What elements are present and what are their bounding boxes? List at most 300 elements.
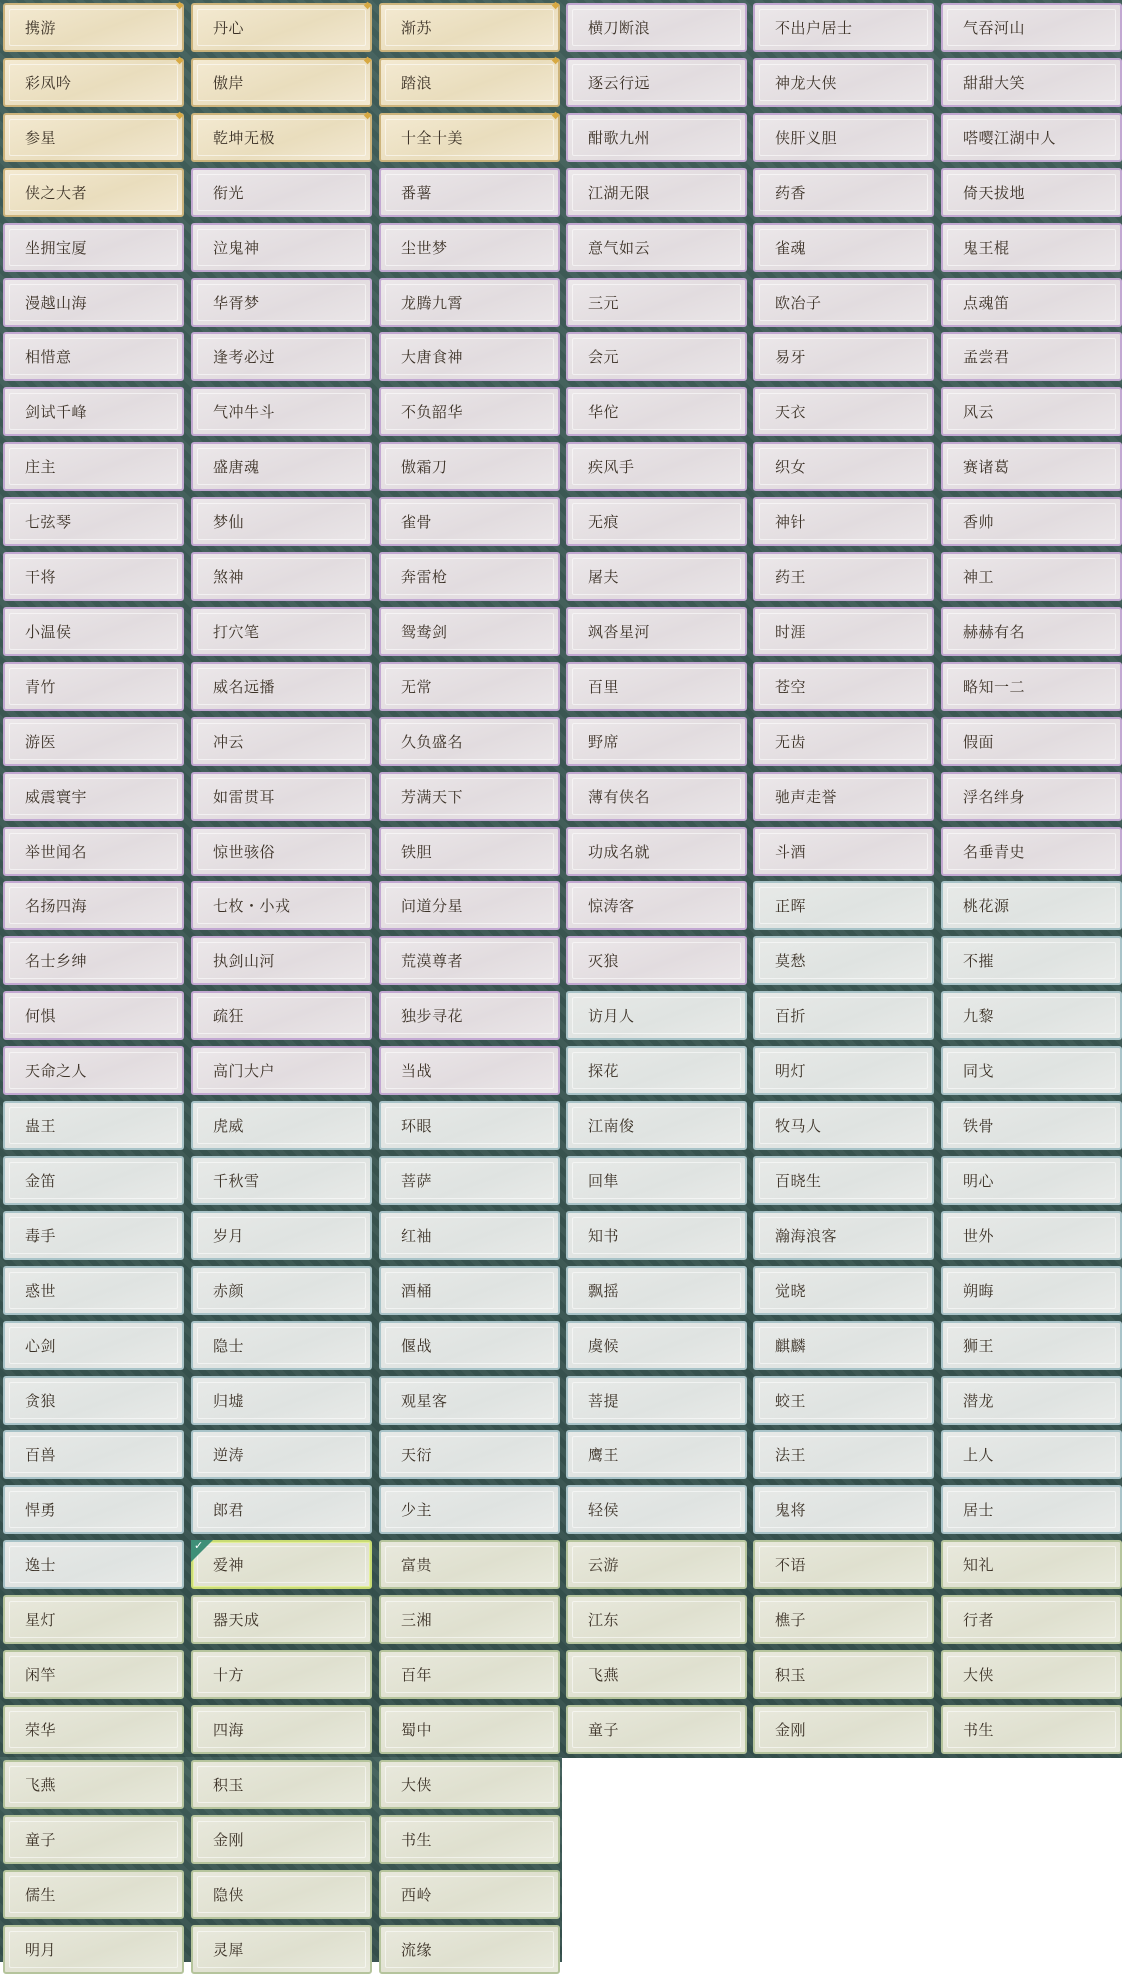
title-card[interactable] bbox=[566, 1266, 747, 1315]
title-label: 意气如云 bbox=[588, 239, 651, 257]
title-card[interactable] bbox=[566, 113, 747, 162]
title-label: 雀骨 bbox=[401, 513, 433, 531]
title-label: 名士乡绅 bbox=[25, 952, 88, 970]
title-label: 灵犀 bbox=[213, 1941, 245, 1959]
title-card[interactable] bbox=[566, 772, 747, 821]
title-label: 傲霜刀 bbox=[401, 458, 448, 476]
title-label: 飞燕 bbox=[25, 1776, 57, 1794]
title-card[interactable] bbox=[3, 1870, 184, 1919]
title-card[interactable] bbox=[753, 442, 934, 491]
title-label: 灭狼 bbox=[588, 952, 620, 970]
title-label: 独步寻花 bbox=[401, 1007, 464, 1025]
title-card[interactable] bbox=[3, 662, 184, 711]
title-label: 神工 bbox=[963, 568, 995, 586]
title-card[interactable] bbox=[566, 332, 747, 381]
title-card[interactable] bbox=[191, 1321, 372, 1370]
title-card[interactable] bbox=[566, 991, 747, 1040]
title-card[interactable] bbox=[566, 1101, 747, 1150]
title-card[interactable] bbox=[753, 3, 934, 52]
title-label: 同戈 bbox=[963, 1062, 995, 1080]
title-card[interactable] bbox=[3, 1815, 184, 1864]
title-card[interactable] bbox=[3, 497, 184, 546]
title-card[interactable] bbox=[941, 552, 1122, 601]
title-card[interactable] bbox=[191, 772, 372, 821]
title-card[interactable] bbox=[379, 552, 560, 601]
title-label: 香帅 bbox=[963, 513, 995, 531]
title-card[interactable] bbox=[753, 1156, 934, 1205]
title-label: 少主 bbox=[401, 1501, 433, 1519]
title-label: 横刀断浪 bbox=[588, 19, 651, 37]
title-card[interactable] bbox=[379, 1101, 560, 1150]
title-card[interactable] bbox=[379, 1870, 560, 1919]
title-card[interactable] bbox=[566, 223, 747, 272]
title-label: 当战 bbox=[401, 1062, 433, 1080]
title-card[interactable] bbox=[191, 1211, 372, 1260]
title-card[interactable] bbox=[379, 1485, 560, 1534]
title-card[interactable] bbox=[3, 0, 184, 52]
title-label: 书生 bbox=[963, 1721, 995, 1739]
title-label: 举世闻名 bbox=[25, 843, 88, 861]
title-card[interactable] bbox=[753, 1650, 934, 1699]
title-card[interactable] bbox=[753, 113, 934, 162]
title-card[interactable] bbox=[941, 278, 1122, 327]
title-card[interactable] bbox=[379, 662, 560, 711]
title-card[interactable] bbox=[379, 387, 560, 436]
title-label: 居士 bbox=[963, 1501, 995, 1519]
title-card[interactable] bbox=[753, 332, 934, 381]
title-card[interactable] bbox=[941, 442, 1122, 491]
title-card[interactable] bbox=[941, 717, 1122, 766]
title-card[interactable] bbox=[941, 662, 1122, 711]
title-card[interactable] bbox=[3, 55, 184, 107]
title-card[interactable] bbox=[3, 1650, 184, 1699]
title-card[interactable] bbox=[941, 1046, 1122, 1095]
title-label: 童子 bbox=[588, 1721, 620, 1739]
title-card[interactable] bbox=[3, 1376, 184, 1425]
title-card[interactable] bbox=[3, 552, 184, 601]
title-card[interactable] bbox=[3, 1046, 184, 1095]
title-label: 积玉 bbox=[213, 1776, 245, 1794]
title-card[interactable] bbox=[3, 1156, 184, 1205]
title-label: 侠肝义胆 bbox=[775, 129, 838, 147]
title-label: 无齿 bbox=[775, 733, 807, 751]
title-label: 回隼 bbox=[588, 1172, 620, 1190]
title-card[interactable] bbox=[941, 1705, 1122, 1754]
title-card[interactable] bbox=[3, 1925, 184, 1974]
title-label: 执剑山河 bbox=[213, 952, 276, 970]
title-card[interactable] bbox=[191, 1156, 372, 1205]
title-label: 知礼 bbox=[963, 1556, 995, 1574]
title-card[interactable] bbox=[191, 1376, 372, 1425]
title-label: 童子 bbox=[25, 1831, 57, 1849]
title-card[interactable] bbox=[941, 58, 1122, 107]
title-label: 气冲牛斗 bbox=[213, 403, 276, 421]
title-card[interactable] bbox=[191, 1870, 372, 1919]
title-card[interactable] bbox=[566, 1046, 747, 1095]
title-label: 渐苏 bbox=[401, 19, 433, 37]
title-card[interactable] bbox=[753, 1430, 934, 1479]
title-label: 酒桶 bbox=[401, 1282, 433, 1300]
title-card[interactable] bbox=[379, 223, 560, 272]
title-card[interactable] bbox=[941, 1430, 1122, 1479]
title-card[interactable] bbox=[191, 936, 372, 985]
title-card[interactable] bbox=[941, 1321, 1122, 1370]
title-card[interactable] bbox=[753, 223, 934, 272]
title-card[interactable] bbox=[941, 1266, 1122, 1315]
title-card[interactable] bbox=[941, 497, 1122, 546]
title-card[interactable] bbox=[191, 110, 372, 162]
title-card[interactable] bbox=[3, 1321, 184, 1370]
title-card[interactable] bbox=[379, 55, 560, 107]
title-card[interactable] bbox=[191, 278, 372, 327]
title-card[interactable] bbox=[566, 3, 747, 52]
title-label: 庄主 bbox=[25, 458, 57, 476]
title-card[interactable] bbox=[3, 881, 184, 930]
title-card[interactable] bbox=[3, 1760, 184, 1809]
title-label: 菩提 bbox=[588, 1392, 620, 1410]
title-label: 逐云行远 bbox=[588, 74, 651, 92]
title-label: 四海 bbox=[213, 1721, 245, 1739]
title-card[interactable] bbox=[191, 991, 372, 1040]
title-card[interactable] bbox=[753, 168, 934, 217]
title-card[interactable] bbox=[566, 552, 747, 601]
title-label: 蛊王 bbox=[25, 1117, 57, 1135]
title-label: 探花 bbox=[588, 1062, 620, 1080]
title-card[interactable] bbox=[191, 497, 372, 546]
title-label: 踏浪 bbox=[401, 74, 433, 92]
title-card[interactable] bbox=[379, 1760, 560, 1809]
title-card[interactable] bbox=[3, 607, 184, 656]
title-card[interactable] bbox=[191, 1595, 372, 1644]
title-label: 明灯 bbox=[775, 1062, 807, 1080]
title-card[interactable] bbox=[191, 1046, 372, 1095]
title-label: 鬼将 bbox=[775, 1501, 807, 1519]
title-label: 七弦琴 bbox=[25, 513, 72, 531]
title-card[interactable] bbox=[3, 387, 184, 436]
title-card[interactable] bbox=[753, 717, 934, 766]
title-label: 衔光 bbox=[213, 184, 245, 202]
title-card[interactable] bbox=[753, 552, 934, 601]
title-card[interactable] bbox=[566, 497, 747, 546]
title-label: 干将 bbox=[25, 568, 57, 586]
title-label: 金笛 bbox=[25, 1172, 57, 1190]
title-label: 富贵 bbox=[401, 1556, 433, 1574]
title-card[interactable] bbox=[566, 717, 747, 766]
title-card[interactable] bbox=[379, 278, 560, 327]
title-label: 百兽 bbox=[25, 1446, 57, 1464]
title-card[interactable] bbox=[753, 497, 934, 546]
title-card[interactable] bbox=[379, 607, 560, 656]
title-card[interactable] bbox=[941, 991, 1122, 1040]
title-label: 西岭 bbox=[401, 1886, 433, 1904]
title-label: 赤颜 bbox=[213, 1282, 245, 1300]
title-card[interactable] bbox=[753, 607, 934, 656]
title-card[interactable] bbox=[379, 881, 560, 930]
title-card[interactable] bbox=[566, 1321, 747, 1370]
title-card[interactable] bbox=[3, 442, 184, 491]
title-card[interactable] bbox=[379, 168, 560, 217]
title-card[interactable] bbox=[566, 936, 747, 985]
title-card[interactable] bbox=[3, 1705, 184, 1754]
title-card[interactable] bbox=[941, 223, 1122, 272]
title-card[interactable] bbox=[379, 1156, 560, 1205]
title-card[interactable] bbox=[753, 1705, 934, 1754]
title-label: 七枚・小戎 bbox=[213, 897, 291, 915]
title-card[interactable] bbox=[3, 168, 184, 217]
title-label: 野席 bbox=[588, 733, 620, 751]
title-label: 麒麟 bbox=[775, 1337, 807, 1355]
title-card[interactable] bbox=[379, 497, 560, 546]
title-card[interactable] bbox=[379, 936, 560, 985]
title-label: 假面 bbox=[963, 733, 995, 751]
title-label: 易牙 bbox=[775, 348, 807, 366]
title-card[interactable] bbox=[3, 1266, 184, 1315]
title-card[interactable] bbox=[941, 1540, 1122, 1589]
title-label: 丹心 bbox=[213, 19, 245, 37]
title-label: 屠夫 bbox=[588, 568, 620, 586]
title-label: 逢考必过 bbox=[213, 348, 276, 366]
title-label: 不语 bbox=[775, 1556, 807, 1574]
title-card[interactable] bbox=[3, 1430, 184, 1479]
title-card[interactable] bbox=[191, 827, 372, 876]
title-label: 不负韶华 bbox=[401, 403, 464, 421]
diamond-gem-icon: ◆ bbox=[551, 110, 560, 121]
title-card[interactable] bbox=[379, 1540, 560, 1589]
title-card[interactable] bbox=[379, 1430, 560, 1479]
title-card[interactable] bbox=[566, 278, 747, 327]
title-card[interactable] bbox=[753, 1046, 934, 1095]
title-label: 药香 bbox=[775, 184, 807, 202]
title-card[interactable] bbox=[753, 278, 934, 327]
title-card[interactable] bbox=[379, 0, 560, 52]
title-card[interactable] bbox=[191, 1485, 372, 1534]
title-card[interactable] bbox=[3, 1595, 184, 1644]
title-label: 惊世骇俗 bbox=[213, 843, 276, 861]
title-card[interactable] bbox=[3, 1485, 184, 1534]
title-label: 荒漠尊者 bbox=[401, 952, 464, 970]
title-card[interactable] bbox=[566, 1156, 747, 1205]
title-card[interactable] bbox=[191, 168, 372, 217]
title-card[interactable] bbox=[379, 110, 560, 162]
title-card[interactable] bbox=[941, 1485, 1122, 1534]
title-card[interactable] bbox=[566, 442, 747, 491]
title-label: 樵子 bbox=[775, 1611, 807, 1629]
title-label: 剑试千峰 bbox=[25, 403, 88, 421]
title-card[interactable] bbox=[753, 1266, 934, 1315]
title-card[interactable] bbox=[941, 881, 1122, 930]
title-label: 逆涛 bbox=[213, 1446, 245, 1464]
title-label: 莫愁 bbox=[775, 952, 807, 970]
title-card[interactable] bbox=[191, 607, 372, 656]
title-card[interactable] bbox=[753, 936, 934, 985]
title-card[interactable] bbox=[753, 881, 934, 930]
title-card[interactable] bbox=[566, 1485, 747, 1534]
title-card[interactable] bbox=[941, 827, 1122, 876]
title-card[interactable] bbox=[941, 936, 1122, 985]
title-card[interactable] bbox=[379, 1650, 560, 1699]
title-card[interactable] bbox=[3, 1211, 184, 1260]
title-card[interactable] bbox=[191, 1815, 372, 1864]
title-card[interactable] bbox=[191, 1705, 372, 1754]
title-card[interactable] bbox=[191, 332, 372, 381]
title-card[interactable] bbox=[3, 278, 184, 327]
title-card[interactable] bbox=[191, 552, 372, 601]
title-card[interactable] bbox=[566, 1650, 747, 1699]
title-label: 环眼 bbox=[401, 1117, 433, 1135]
title-label: 无痕 bbox=[588, 513, 620, 531]
title-card[interactable] bbox=[566, 1430, 747, 1479]
title-label: 虞候 bbox=[588, 1337, 620, 1355]
title-card[interactable] bbox=[3, 772, 184, 821]
title-card[interactable] bbox=[753, 772, 934, 821]
title-card[interactable] bbox=[3, 1540, 184, 1589]
title-card[interactable] bbox=[191, 1925, 372, 1974]
title-label: 名扬四海 bbox=[25, 897, 88, 915]
title-card[interactable] bbox=[941, 772, 1122, 821]
title-card[interactable] bbox=[191, 1266, 372, 1315]
title-card[interactable] bbox=[941, 1376, 1122, 1425]
title-card[interactable] bbox=[566, 1376, 747, 1425]
title-card[interactable] bbox=[379, 1211, 560, 1260]
title-card[interactable] bbox=[941, 1650, 1122, 1699]
title-card[interactable] bbox=[379, 827, 560, 876]
title-card[interactable] bbox=[379, 772, 560, 821]
title-card[interactable] bbox=[753, 662, 934, 711]
title-card[interactable] bbox=[753, 991, 934, 1040]
title-card[interactable] bbox=[379, 1705, 560, 1754]
title-card[interactable] bbox=[191, 662, 372, 711]
title-card[interactable] bbox=[3, 110, 184, 162]
title-card[interactable] bbox=[3, 827, 184, 876]
title-card[interactable] bbox=[379, 1266, 560, 1315]
title-card[interactable] bbox=[941, 387, 1122, 436]
title-card[interactable] bbox=[753, 387, 934, 436]
title-card[interactable] bbox=[3, 991, 184, 1040]
title-label: 世外 bbox=[963, 1227, 995, 1245]
title-card[interactable] bbox=[379, 332, 560, 381]
title-card[interactable] bbox=[3, 223, 184, 272]
title-label: 逸士 bbox=[25, 1556, 57, 1574]
title-card[interactable] bbox=[753, 1485, 934, 1534]
title-card[interactable] bbox=[379, 1595, 560, 1644]
title-card[interactable] bbox=[941, 1211, 1122, 1260]
title-label: 鬼王棍 bbox=[963, 239, 1010, 257]
title-card[interactable] bbox=[941, 168, 1122, 217]
title-card[interactable] bbox=[941, 1156, 1122, 1205]
diamond-gem-icon: ◆ bbox=[363, 55, 372, 66]
title-card[interactable] bbox=[753, 1101, 934, 1150]
title-card[interactable] bbox=[941, 113, 1122, 162]
title-card[interactable] bbox=[191, 1760, 372, 1809]
title-card[interactable] bbox=[566, 607, 747, 656]
title-card[interactable] bbox=[566, 1595, 747, 1644]
title-card[interactable] bbox=[753, 58, 934, 107]
title-card[interactable] bbox=[379, 991, 560, 1040]
title-label: 华胥梦 bbox=[213, 294, 260, 312]
title-label: 漫越山海 bbox=[25, 294, 88, 312]
title-card[interactable] bbox=[379, 717, 560, 766]
title-label: 参星 bbox=[25, 129, 57, 147]
title-card[interactable] bbox=[191, 1430, 372, 1479]
title-card[interactable] bbox=[753, 1376, 934, 1425]
title-card[interactable] bbox=[191, 387, 372, 436]
title-card[interactable] bbox=[191, 717, 372, 766]
title-card[interactable] bbox=[379, 1925, 560, 1974]
title-card[interactable] bbox=[379, 1321, 560, 1370]
title-label: 药王 bbox=[775, 568, 807, 586]
title-card[interactable] bbox=[379, 1376, 560, 1425]
title-card[interactable] bbox=[566, 827, 747, 876]
title-card[interactable] bbox=[566, 662, 747, 711]
title-card[interactable] bbox=[566, 387, 747, 436]
title-card[interactable] bbox=[753, 1211, 934, 1260]
title-card[interactable] bbox=[566, 58, 747, 107]
title-card[interactable] bbox=[379, 1046, 560, 1095]
title-card[interactable] bbox=[941, 607, 1122, 656]
title-card[interactable] bbox=[379, 1815, 560, 1864]
title-card[interactable] bbox=[941, 3, 1122, 52]
title-card[interactable] bbox=[753, 827, 934, 876]
title-card[interactable] bbox=[941, 332, 1122, 381]
title-label: 功成名就 bbox=[588, 843, 651, 861]
title-label: 雀魂 bbox=[775, 239, 807, 257]
title-card[interactable] bbox=[191, 1101, 372, 1150]
title-label: 盛唐魂 bbox=[213, 458, 260, 476]
title-card[interactable] bbox=[566, 881, 747, 930]
title-card[interactable] bbox=[566, 168, 747, 217]
title-label: 潜龙 bbox=[963, 1392, 995, 1410]
title-card[interactable] bbox=[566, 1211, 747, 1260]
title-card[interactable] bbox=[191, 223, 372, 272]
title-card[interactable] bbox=[3, 717, 184, 766]
title-label: 牧马人 bbox=[775, 1117, 822, 1135]
title-card[interactable] bbox=[191, 0, 372, 52]
title-label: 青竹 bbox=[25, 678, 57, 696]
title-label: 偃战 bbox=[401, 1337, 433, 1355]
title-card[interactable] bbox=[566, 1540, 747, 1589]
title-label: 苍空 bbox=[775, 678, 807, 696]
title-card[interactable] bbox=[191, 1650, 372, 1699]
title-card[interactable] bbox=[191, 442, 372, 491]
title-label: 千秋雪 bbox=[213, 1172, 260, 1190]
title-card[interactable] bbox=[3, 332, 184, 381]
title-card[interactable] bbox=[3, 936, 184, 985]
diamond-gem-icon: ◆ bbox=[175, 55, 184, 66]
title-label: 驰声走誉 bbox=[775, 788, 838, 806]
title-card[interactable] bbox=[941, 1101, 1122, 1150]
title-card[interactable] bbox=[566, 1705, 747, 1754]
title-card[interactable] bbox=[941, 1595, 1122, 1644]
title-card[interactable] bbox=[753, 1595, 934, 1644]
title-card[interactable] bbox=[191, 881, 372, 930]
title-label: 鹰王 bbox=[588, 1446, 620, 1464]
title-label: 明月 bbox=[25, 1941, 57, 1959]
title-label: 轻侯 bbox=[588, 1501, 620, 1519]
title-card[interactable] bbox=[379, 442, 560, 491]
title-label: 鸳鸯剑 bbox=[401, 623, 448, 641]
title-label: 时涯 bbox=[775, 623, 807, 641]
title-card[interactable] bbox=[753, 1540, 934, 1589]
title-label: 明心 bbox=[963, 1172, 995, 1190]
title-card[interactable] bbox=[753, 1321, 934, 1370]
title-label: 正晖 bbox=[775, 897, 807, 915]
title-card[interactable] bbox=[3, 1101, 184, 1150]
title-label: 会元 bbox=[588, 348, 620, 366]
title-label: 九黎 bbox=[963, 1007, 995, 1025]
title-card[interactable] bbox=[191, 1540, 372, 1589]
diamond-gem-icon: ◆ bbox=[175, 0, 184, 11]
title-card[interactable] bbox=[191, 55, 372, 107]
